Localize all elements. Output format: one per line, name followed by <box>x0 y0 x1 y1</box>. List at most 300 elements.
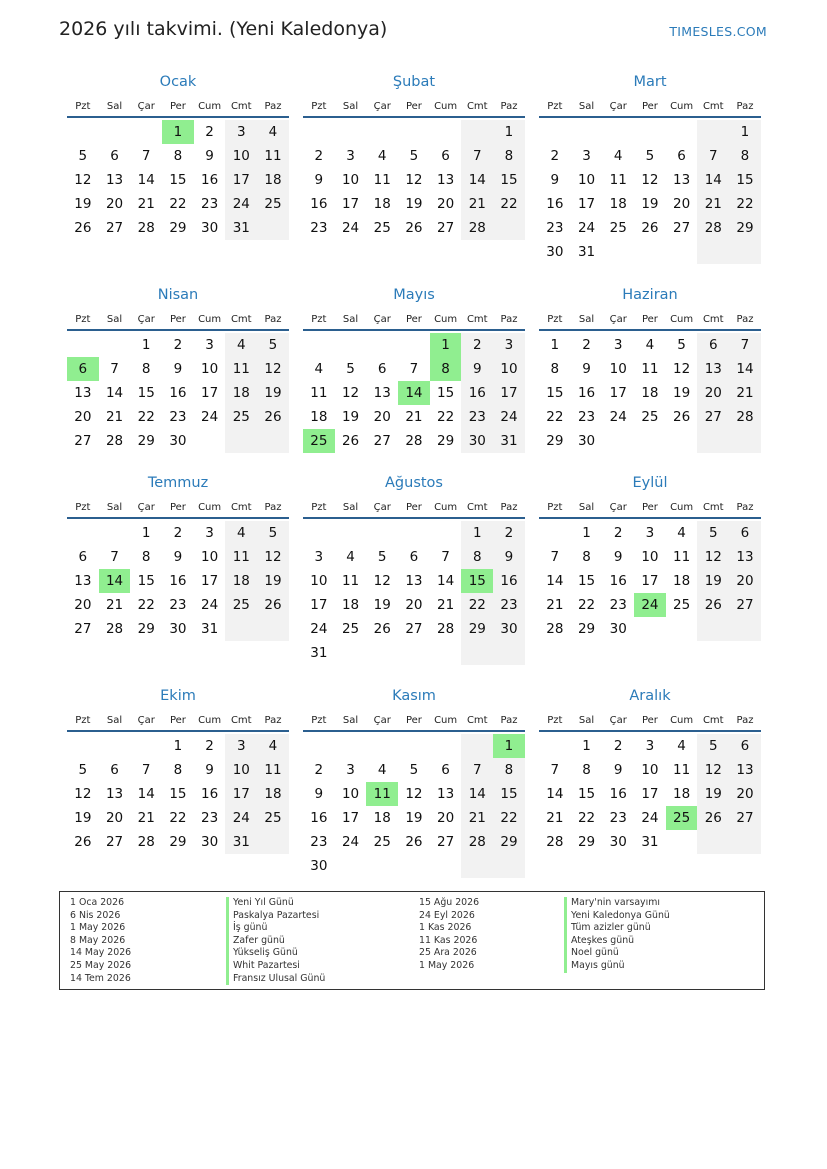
day-cell: 7 <box>141 148 151 164</box>
day-cell: 24 <box>201 597 219 613</box>
day-cell: 20 <box>405 597 423 613</box>
day-cell: 16 <box>169 385 187 401</box>
empty-cell <box>602 240 634 264</box>
month-name: Nisan <box>157 287 199 303</box>
empty-cell <box>130 120 162 144</box>
empty-cell <box>303 120 335 144</box>
month-calendar <box>303 285 525 453</box>
empty-cell <box>225 617 257 641</box>
day-cell: 18 <box>257 168 289 192</box>
days-grid <box>67 120 289 240</box>
day-cell: 9 <box>314 786 324 802</box>
holiday-day-cell: 8 <box>430 357 462 381</box>
day-cell: 11 <box>225 545 257 569</box>
day-cell: 19 <box>697 782 729 806</box>
empty-cell <box>666 429 698 453</box>
day-cell: 25 <box>257 192 289 216</box>
day-cell: 17 <box>493 381 525 405</box>
day-cell: 23 <box>609 810 627 826</box>
weekday-label: Cum <box>198 502 222 513</box>
day-cell: 8 <box>729 144 761 168</box>
empty-cell <box>398 521 430 545</box>
day-cell: 9 <box>173 549 183 565</box>
month-name: Mart <box>633 74 667 90</box>
day-cell: 12 <box>74 172 92 188</box>
day-cell: 22 <box>577 597 596 613</box>
empty-cell <box>99 521 131 545</box>
empty-cell <box>130 734 162 758</box>
empty-cell <box>634 617 666 641</box>
day-cell: 25 <box>641 409 659 425</box>
legend-entry: Noel günü <box>564 947 670 960</box>
day-cell: 27 <box>437 220 455 236</box>
day-cell: 15 <box>729 168 761 192</box>
day-cell: 18 <box>609 196 627 212</box>
weekday-label: Per <box>169 101 186 112</box>
days-grid <box>67 521 289 641</box>
day-cell: 10 <box>225 144 257 168</box>
empty-cell <box>666 830 698 854</box>
day-cell: 11 <box>225 357 257 381</box>
day-cell: 17 <box>310 597 328 613</box>
weekday-label: Cmt <box>466 314 488 325</box>
day-cell: 1 <box>493 120 525 144</box>
empty-cell <box>335 120 367 144</box>
day-cell: 27 <box>74 433 92 449</box>
legend-entry: 15 Ağu 2026 <box>419 897 480 908</box>
day-cell: 18 <box>673 786 691 802</box>
day-cell: 30 <box>461 429 493 453</box>
day-cell: 4 <box>225 521 257 545</box>
day-cell: 31 <box>225 830 257 854</box>
empty-cell <box>335 521 367 545</box>
legend-entry: Yeni Yıl Günü <box>226 897 325 910</box>
day-cell: 5 <box>697 734 729 758</box>
day-cell: 25 <box>373 834 391 850</box>
day-cell: 11 <box>673 762 691 778</box>
day-cell: 12 <box>74 786 92 802</box>
legend-entry: Mayıs günü <box>564 960 670 973</box>
day-cell: 20 <box>105 810 124 826</box>
day-cell: 3 <box>225 120 257 144</box>
day-cell: 3 <box>346 762 355 778</box>
empty-cell <box>461 854 493 878</box>
day-cell: 9 <box>461 357 493 381</box>
empty-cell <box>366 854 398 878</box>
day-cell: 31 <box>201 621 219 637</box>
weekday-label: Paz <box>500 715 518 726</box>
day-cell: 14 <box>729 357 761 381</box>
day-cell: 15 <box>493 168 525 192</box>
day-cell: 4 <box>225 333 257 357</box>
day-cell: 7 <box>141 762 151 778</box>
day-cell: 30 <box>201 220 219 236</box>
day-cell: 10 <box>609 361 627 377</box>
legend-entry: 1 May 2026 <box>70 922 126 934</box>
day-cell: 5 <box>697 521 729 545</box>
empty-cell <box>697 120 729 144</box>
day-cell: 6 <box>441 148 450 164</box>
day-cell: 11 <box>673 549 691 565</box>
empty-cell <box>430 521 462 545</box>
day-cell: 8 <box>173 762 183 778</box>
weekday-header <box>67 712 289 732</box>
day-cell: 9 <box>613 762 623 778</box>
day-cell: 1 <box>582 525 591 541</box>
day-cell: 12 <box>405 786 423 802</box>
weekday-label: Per <box>405 715 422 726</box>
weekday-label: Per <box>405 101 422 112</box>
day-cell: 1 <box>582 738 591 754</box>
weekday-label: Cum <box>670 715 694 726</box>
weekday-label: Cmt <box>702 715 724 726</box>
weekday-label: Cmt <box>466 502 488 513</box>
day-cell: 2 <box>314 762 324 778</box>
day-cell: 23 <box>201 810 219 826</box>
day-cell: 10 <box>310 573 328 589</box>
weekday-label: Cum <box>434 715 458 726</box>
weekday-label: Per <box>641 502 658 513</box>
day-cell: 5 <box>257 521 289 545</box>
day-cell: 24 <box>341 834 360 850</box>
day-cell: 2 <box>173 525 183 541</box>
days-grid <box>67 734 289 854</box>
day-cell: 23 <box>461 405 493 429</box>
weekday-label: Cum <box>198 314 222 325</box>
day-cell: 3 <box>346 148 355 164</box>
day-cell: 7 <box>697 144 729 168</box>
day-cell: 8 <box>173 148 183 164</box>
day-cell: 20 <box>74 597 92 613</box>
day-cell: 9 <box>314 172 324 188</box>
day-cell: 19 <box>257 569 289 593</box>
empty-cell <box>225 429 257 453</box>
day-cell: 21 <box>697 192 729 216</box>
month-name: Ağustos <box>385 475 443 491</box>
day-cell: 29 <box>493 830 525 854</box>
day-cell: 31 <box>577 244 596 260</box>
month-calendar <box>539 72 761 264</box>
weekday-label: Pzt <box>75 101 91 112</box>
day-cell: 23 <box>609 597 627 613</box>
day-cell: 5 <box>257 333 289 357</box>
weekday-label: Çar <box>373 715 391 726</box>
day-cell: 17 <box>201 573 219 589</box>
weekday-label: Sal <box>342 314 359 325</box>
empty-cell <box>493 216 525 240</box>
day-cell: 26 <box>405 834 423 850</box>
day-cell: 12 <box>405 172 423 188</box>
day-cell: 27 <box>405 621 423 637</box>
month-calendar <box>539 686 761 854</box>
day-cell: 14 <box>461 168 493 192</box>
day-cell: 5 <box>377 549 387 565</box>
month-name: Ekim <box>160 688 196 704</box>
day-cell: 14 <box>437 573 455 589</box>
weekday-header <box>539 499 761 519</box>
day-cell: 29 <box>729 216 761 240</box>
empty-cell <box>602 120 634 144</box>
day-cell: 20 <box>437 810 455 826</box>
empty-cell <box>366 120 398 144</box>
day-cell: 18 <box>373 810 391 826</box>
legend-entry: 14 Tem 2026 <box>70 972 131 984</box>
day-cell: 31 <box>493 429 525 453</box>
day-cell: 7 <box>110 361 119 377</box>
day-cell: 4 <box>346 549 355 565</box>
weekday-label: Pzt <box>75 502 91 513</box>
holiday-day-cell: 1 <box>430 333 462 357</box>
day-cell: 21 <box>105 597 124 613</box>
day-cell: 5 <box>78 148 88 164</box>
weekday-label: Cmt <box>230 314 252 325</box>
weekday-label: Pzt <box>75 314 91 325</box>
weekday-label: Sal <box>106 314 123 325</box>
empty-cell <box>67 333 99 357</box>
day-cell: 28 <box>137 220 155 236</box>
day-cell: 19 <box>405 196 423 212</box>
day-cell: 12 <box>257 357 289 381</box>
day-cell: 24 <box>609 409 627 425</box>
day-cell: 10 <box>341 172 360 188</box>
weekday-label: Per <box>405 502 422 513</box>
weekday-label: Cmt <box>702 101 724 112</box>
weekday-label: Paz <box>500 314 518 325</box>
weekday-label: Sal <box>578 715 595 726</box>
day-cell: 16 <box>169 573 187 589</box>
day-cell: 18 <box>341 597 360 613</box>
weekday-label: Pzt <box>547 101 563 112</box>
day-cell: 30 <box>577 433 596 449</box>
empty-cell <box>634 240 666 264</box>
weekday-label: Pzt <box>547 314 563 325</box>
day-cell: 27 <box>673 220 691 236</box>
weekday-label: Cmt <box>230 502 252 513</box>
holiday-day-cell: 6 <box>67 357 99 381</box>
day-cell: 14 <box>105 385 124 401</box>
day-cell: 26 <box>74 834 92 850</box>
day-cell: 24 <box>341 220 360 236</box>
day-cell: 29 <box>137 433 155 449</box>
day-cell: 6 <box>677 148 686 164</box>
day-cell: 21 <box>405 409 423 425</box>
day-cell: 15 <box>437 385 455 401</box>
holiday-day-cell: 14 <box>398 381 430 405</box>
day-cell: 22 <box>493 192 525 216</box>
day-cell: 21 <box>461 192 493 216</box>
day-cell: 23 <box>577 409 596 425</box>
day-cell: 10 <box>577 172 596 188</box>
month-calendar <box>67 473 289 641</box>
day-cell: 30 <box>169 621 187 637</box>
weekday-label: Sal <box>106 502 123 513</box>
weekday-label: Pzt <box>311 314 327 325</box>
empty-cell <box>602 429 634 453</box>
day-cell: 8 <box>582 549 591 565</box>
weekday-label: Pzt <box>547 502 563 513</box>
day-cell: 29 <box>169 220 187 236</box>
day-cell: 13 <box>105 786 124 802</box>
day-cell: 12 <box>641 172 659 188</box>
weekday-label: Sal <box>342 502 359 513</box>
legend-dates-left <box>70 897 131 985</box>
day-cell: 5 <box>78 762 88 778</box>
day-cell: 11 <box>373 172 391 188</box>
month-name: Kasım <box>392 688 436 704</box>
day-cell: 10 <box>225 758 257 782</box>
weekday-label: Paz <box>500 101 518 112</box>
day-cell: 31 <box>225 216 257 240</box>
weekday-label: Paz <box>736 314 754 325</box>
day-cell: 26 <box>641 220 659 236</box>
empty-cell <box>257 830 289 854</box>
day-cell: 1 <box>173 738 183 754</box>
holiday-day-cell: 24 <box>634 593 666 617</box>
day-cell: 28 <box>137 834 155 850</box>
day-cell: 30 <box>493 617 525 641</box>
legend-entry: Yeni Kaledonya Günü <box>564 910 670 923</box>
day-cell: 9 <box>205 148 214 164</box>
weekday-label: Per <box>641 715 658 726</box>
weekday-label: Cmt <box>466 715 488 726</box>
weekday-label: Çar <box>609 502 627 513</box>
weekday-label: Sal <box>578 314 595 325</box>
day-cell: 7 <box>550 549 560 565</box>
weekday-label: Cmt <box>230 101 252 112</box>
empty-cell <box>729 830 761 854</box>
day-cell: 4 <box>257 120 289 144</box>
day-cell: 28 <box>546 621 564 637</box>
empty-cell <box>398 854 430 878</box>
day-cell: 16 <box>577 385 596 401</box>
day-cell: 14 <box>697 168 729 192</box>
day-cell: 20 <box>729 782 761 806</box>
weekday-label: Per <box>405 314 422 325</box>
day-cell: 6 <box>441 762 450 778</box>
day-cell: 15 <box>577 786 596 802</box>
day-cell: 11 <box>641 361 659 377</box>
day-cell: 19 <box>341 409 360 425</box>
day-cell: 25 <box>609 220 627 236</box>
empty-cell <box>398 120 430 144</box>
empty-cell <box>461 641 493 665</box>
day-cell: 21 <box>546 597 564 613</box>
weekday-header <box>303 311 525 331</box>
empty-cell <box>430 734 462 758</box>
day-cell: 26 <box>673 409 691 425</box>
day-cell: 3 <box>645 525 655 541</box>
site-link[interactable]: TIMESLES.COM <box>669 24 767 39</box>
holiday-day-cell: 1 <box>493 734 525 758</box>
legend-entry: 14 May 2026 <box>70 947 132 959</box>
day-cell: 21 <box>729 381 761 405</box>
empty-cell <box>697 830 729 854</box>
day-cell: 28 <box>105 621 124 637</box>
day-cell: 21 <box>546 810 564 826</box>
weekday-label: Cum <box>198 715 222 726</box>
days-grid <box>539 734 761 854</box>
day-cell: 12 <box>341 385 360 401</box>
page-title: 2026 yılı takvimi. (Yeni Kaledonya) <box>59 18 388 40</box>
empty-cell <box>430 641 462 665</box>
weekday-header <box>303 98 525 118</box>
day-cell: 6 <box>409 549 419 565</box>
empty-cell <box>67 734 99 758</box>
day-cell: 19 <box>257 381 289 405</box>
weekday-label: Pzt <box>311 715 327 726</box>
day-cell: 8 <box>550 361 560 377</box>
day-cell: 17 <box>225 782 257 806</box>
weekday-label: Cum <box>670 502 694 513</box>
day-cell: 29 <box>437 433 455 449</box>
day-cell: 12 <box>673 361 691 377</box>
day-cell: 26 <box>697 593 729 617</box>
empty-cell <box>571 120 603 144</box>
weekday-label: Pzt <box>547 715 563 726</box>
day-cell: 10 <box>641 549 659 565</box>
day-cell: 28 <box>697 216 729 240</box>
day-cell: 13 <box>673 172 691 188</box>
weekday-label: Pzt <box>311 502 327 513</box>
day-cell: 15 <box>169 172 187 188</box>
empty-cell <box>335 734 367 758</box>
day-cell: 30 <box>169 433 187 449</box>
day-cell: 2 <box>205 124 214 140</box>
day-cell: 30 <box>201 834 219 850</box>
day-cell: 3 <box>645 738 655 754</box>
day-cell: 24 <box>225 806 257 830</box>
day-cell: 27 <box>373 433 391 449</box>
day-cell: 10 <box>493 357 525 381</box>
empty-cell <box>697 240 729 264</box>
day-cell: 16 <box>461 381 493 405</box>
empty-cell <box>539 521 571 545</box>
day-cell: 13 <box>405 573 423 589</box>
day-cell: 11 <box>341 573 360 589</box>
day-cell: 28 <box>729 405 761 429</box>
day-cell: 2 <box>461 333 493 357</box>
day-cell: 25 <box>257 806 289 830</box>
day-cell: 22 <box>137 597 155 613</box>
day-cell: 22 <box>169 196 187 212</box>
day-cell: 26 <box>74 220 92 236</box>
weekday-label: Çar <box>137 715 155 726</box>
legend-entry: Yükseliş Günü <box>226 947 325 960</box>
empty-cell <box>729 429 761 453</box>
day-cell: 28 <box>546 834 564 850</box>
day-cell: 7 <box>441 549 450 565</box>
day-cell: 21 <box>105 409 124 425</box>
day-cell: 2 <box>205 738 214 754</box>
day-cell: 16 <box>609 786 627 802</box>
weekday-label: Sal <box>106 101 123 112</box>
day-cell: 26 <box>257 405 289 429</box>
empty-cell <box>729 617 761 641</box>
day-cell: 13 <box>105 172 124 188</box>
empty-cell <box>99 120 131 144</box>
day-cell: 21 <box>437 597 455 613</box>
days-grid <box>303 734 525 878</box>
weekday-label: Cmt <box>702 502 724 513</box>
day-cell: 15 <box>546 385 564 401</box>
days-grid <box>539 120 761 264</box>
day-cell: 9 <box>550 172 560 188</box>
empty-cell <box>461 120 493 144</box>
legend-names-left <box>226 897 325 985</box>
empty-cell <box>257 617 289 641</box>
empty-cell <box>666 240 698 264</box>
day-cell: 17 <box>577 196 596 212</box>
